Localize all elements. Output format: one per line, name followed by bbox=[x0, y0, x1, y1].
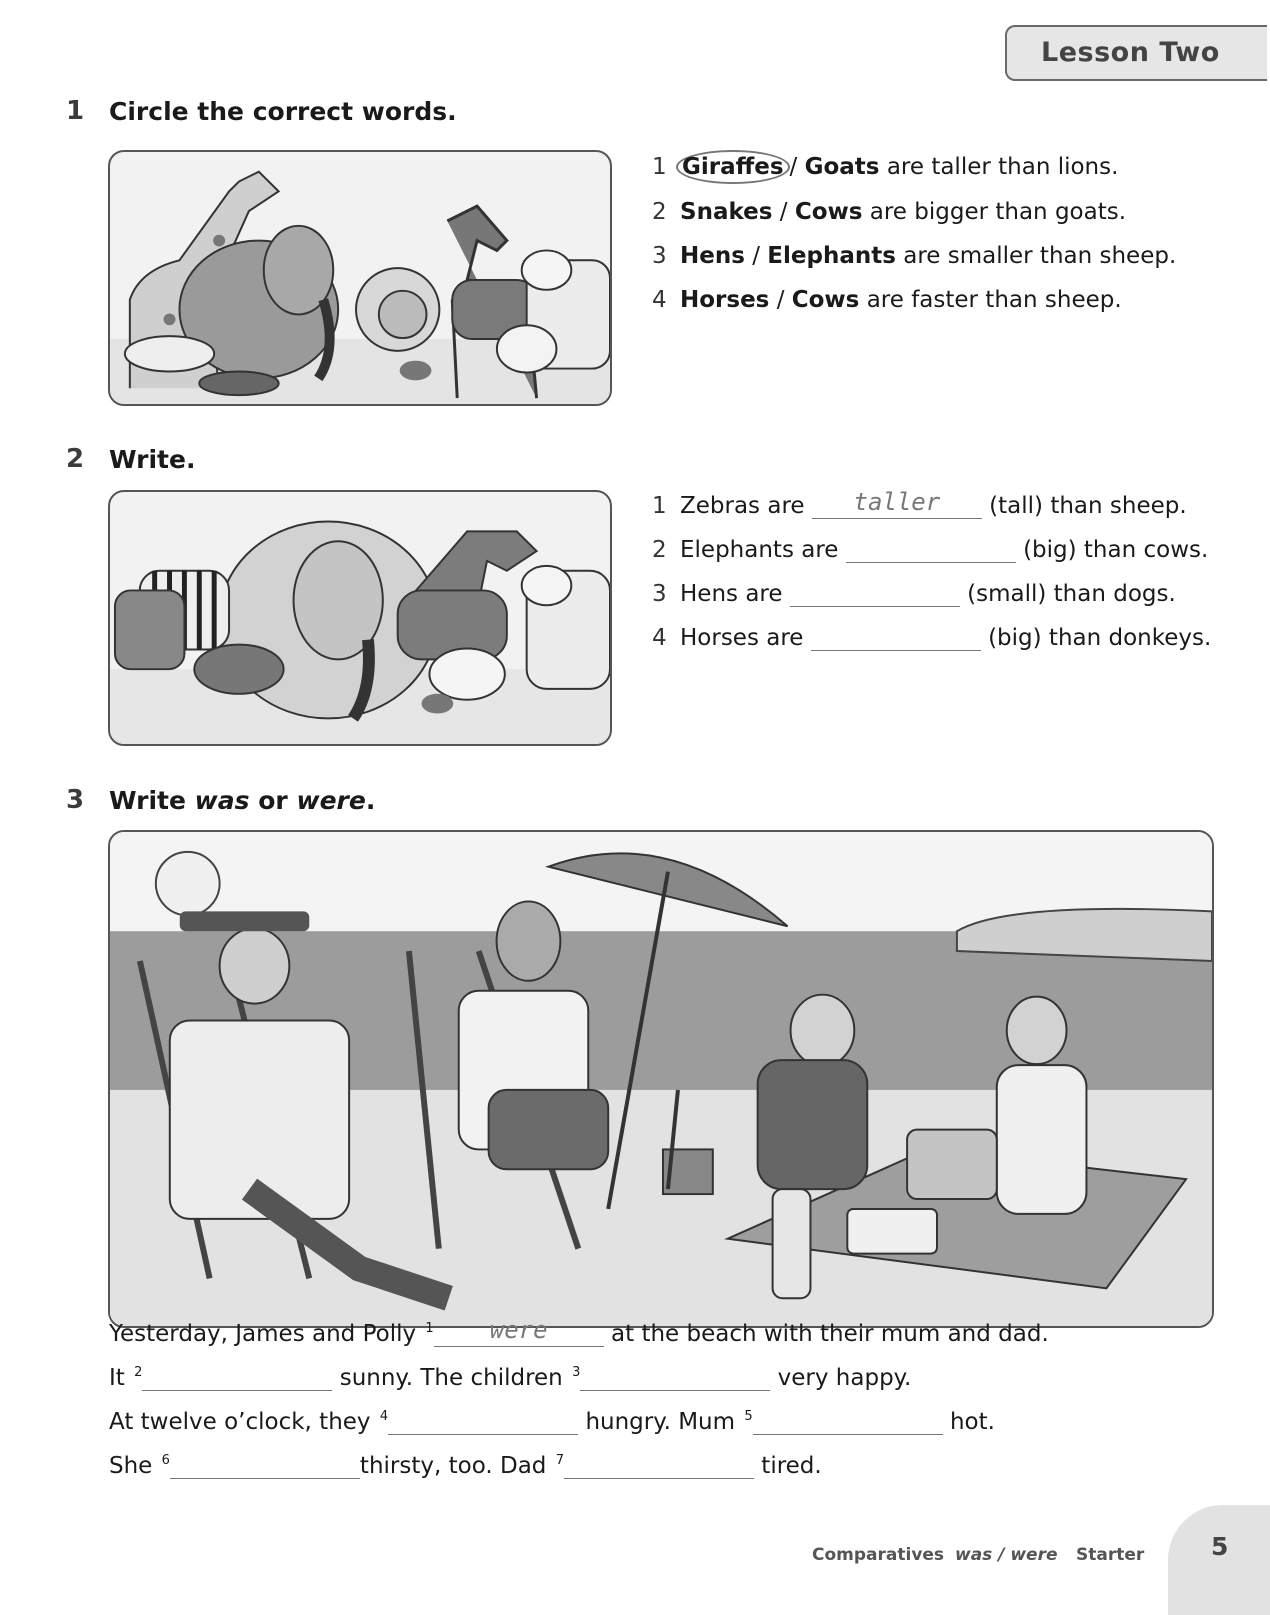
ex3-blank-number: 7 bbox=[555, 1453, 564, 1469]
ex1-item-number: 4 bbox=[652, 287, 667, 313]
ex2-sentence-end: (tall) than sheep. bbox=[989, 493, 1187, 519]
exercise-1-title: Circle the correct words. bbox=[109, 97, 457, 126]
ex1-option-a-circled[interactable]: Giraffes bbox=[676, 150, 790, 184]
ex2-item-4 bbox=[652, 624, 1211, 651]
ex3-title-or: or bbox=[258, 786, 288, 815]
ex3-text: sunny. The children bbox=[339, 1365, 563, 1391]
ex1-item-number: 3 bbox=[652, 243, 667, 269]
ex1-separator: / bbox=[789, 154, 798, 180]
ex1-option-a[interactable]: Snakes bbox=[680, 199, 773, 225]
ex3-text: thirsty, too. Dad bbox=[359, 1453, 547, 1479]
ex2-sentence-end: (small) than dogs. bbox=[967, 581, 1176, 607]
ex2-item-number: 1 bbox=[652, 493, 667, 519]
ex1-sentence-rest: are bigger than goats. bbox=[869, 199, 1127, 225]
ex3-blank-number: 2 bbox=[134, 1365, 143, 1381]
ex3-answer-blank[interactable] bbox=[170, 1452, 360, 1479]
ex1-sentence-rest: are faster than sheep. bbox=[866, 287, 1122, 313]
ex3-title-dot: . bbox=[365, 786, 376, 815]
ex1-option-b[interactable]: Elephants bbox=[767, 243, 896, 269]
ex2-item-number: 4 bbox=[652, 625, 667, 651]
ex3-title-was: was bbox=[194, 786, 250, 815]
ex3-blank-number: 1 bbox=[425, 1321, 434, 1337]
exercise-3-number: 3 bbox=[66, 785, 85, 815]
exercise-3-title bbox=[109, 786, 375, 815]
footer-topic-was-were: was / were bbox=[955, 1545, 1058, 1565]
ex3-answer-blank[interactable] bbox=[564, 1452, 754, 1479]
ex1-item-2 bbox=[652, 199, 1126, 225]
beach-illustration bbox=[108, 830, 1214, 1328]
ex2-sentence-end: (big) than donkeys. bbox=[988, 625, 1212, 651]
ex1-separator: / bbox=[752, 243, 760, 269]
ex2-sentence-start: Elephants are bbox=[680, 537, 839, 563]
ex3-text: tired. bbox=[761, 1453, 822, 1479]
ex2-answer-blank[interactable] bbox=[790, 580, 960, 607]
ex2-item-number: 3 bbox=[652, 581, 667, 607]
ex1-option-b[interactable]: Cows bbox=[791, 287, 860, 313]
ex1-option-a[interactable]: Hens bbox=[680, 243, 745, 269]
ex1-option-b[interactable]: Goats bbox=[804, 154, 880, 180]
page-number-tab bbox=[1168, 1505, 1270, 1615]
ex3-answer-blank[interactable] bbox=[388, 1408, 578, 1435]
ex3-text: hot. bbox=[949, 1409, 995, 1435]
lesson-title: Lesson Two bbox=[1041, 37, 1220, 68]
ex3-answer-text: were bbox=[489, 1316, 548, 1344]
ex1-option-b[interactable]: Cows bbox=[794, 199, 863, 225]
exercise-2-title: Write. bbox=[109, 445, 196, 474]
ex1-sentence-rest: are smaller than sheep. bbox=[903, 243, 1177, 269]
page-number: 5 bbox=[1211, 1532, 1229, 1561]
ex3-blank-number: 4 bbox=[379, 1409, 389, 1425]
ex3-text: It bbox=[109, 1365, 125, 1391]
animals-illustration-2 bbox=[108, 490, 612, 746]
ex1-option-a[interactable]: Horses bbox=[680, 287, 770, 313]
ex3-answer-blank[interactable] bbox=[753, 1408, 943, 1435]
exercise-1-number: 1 bbox=[66, 96, 85, 126]
ex3-blank-number: 5 bbox=[744, 1409, 753, 1425]
ex2-item-2 bbox=[652, 536, 1208, 563]
ex3-text: at the beach with their mum and dad. bbox=[611, 1321, 1049, 1347]
ex2-answer-text: taller bbox=[853, 488, 941, 516]
ex3-text: At twelve o’clock, they bbox=[109, 1409, 371, 1435]
ex2-sentence-start: Horses are bbox=[680, 625, 804, 651]
ex1-item-4 bbox=[652, 287, 1122, 313]
ex1-separator: / bbox=[779, 199, 788, 225]
ex2-item-number: 2 bbox=[652, 537, 667, 563]
animals-illustration-1 bbox=[108, 150, 612, 406]
ex3-answer-blank[interactable] bbox=[142, 1364, 332, 1391]
lesson-tab bbox=[1005, 25, 1267, 81]
ex3-answer-blank[interactable] bbox=[580, 1364, 770, 1391]
ex2-item-1 bbox=[652, 488, 1187, 519]
exercise-2-number: 2 bbox=[66, 444, 85, 474]
ex2-sentence-start: Hens are bbox=[680, 581, 783, 607]
ex3-blank-number: 3 bbox=[572, 1365, 581, 1381]
ex3-text: very happy. bbox=[777, 1365, 912, 1391]
ex3-answer-blank[interactable] bbox=[434, 1316, 604, 1347]
ex3-title-were: were bbox=[296, 786, 366, 815]
ex3-line-3 bbox=[109, 1408, 995, 1435]
ex2-item-3 bbox=[652, 580, 1176, 607]
ex1-item-1 bbox=[652, 154, 1118, 180]
ex1-item-number: 2 bbox=[652, 199, 667, 225]
footer-topic-comparatives: Comparatives bbox=[812, 1545, 945, 1565]
ex1-sentence-rest: are taller than lions. bbox=[886, 154, 1119, 180]
ex3-title-write: Write bbox=[109, 786, 186, 815]
ex3-line-4 bbox=[109, 1452, 822, 1479]
ex3-line-1 bbox=[109, 1316, 1049, 1347]
ex1-separator: / bbox=[776, 287, 785, 313]
ex2-answer-blank[interactable] bbox=[812, 488, 982, 519]
ex2-sentence-start: Zebras are bbox=[680, 493, 805, 519]
ex2-answer-blank[interactable] bbox=[846, 536, 1016, 563]
ex3-line-2 bbox=[109, 1364, 911, 1391]
ex2-sentence-end: (big) than cows. bbox=[1023, 537, 1209, 563]
ex1-item-3 bbox=[652, 243, 1176, 269]
ex2-answer-blank[interactable] bbox=[811, 624, 981, 651]
footer-unit: Starter bbox=[1076, 1545, 1145, 1565]
ex3-text: hungry. Mum bbox=[585, 1409, 736, 1435]
ex3-blank-number: 6 bbox=[161, 1453, 170, 1469]
ex3-text: Yesterday, James and Polly bbox=[109, 1321, 417, 1347]
ex3-text: She bbox=[109, 1453, 153, 1479]
ex1-item-number: 1 bbox=[652, 154, 667, 180]
